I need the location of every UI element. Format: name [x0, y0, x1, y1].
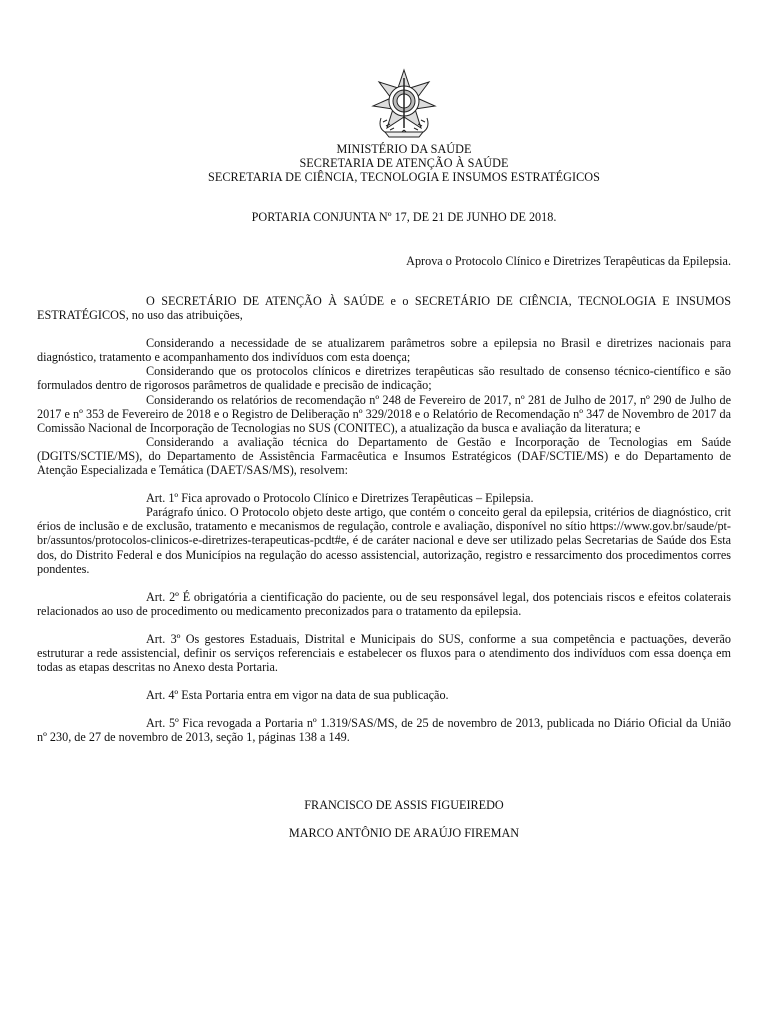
preamble: O SECRETÁRIO DE ATENÇÃO À SAÚDE e o SECRETÁRIO DE CIÊNCIA, TECNOLOGIA E INSUMOS ESTRATÉGICOS, no uso das atribuições, — [37, 294, 731, 323]
article-2: Art. 2º É obrigatória a cientificação do paciente, ou de seu responsável legal, dos potenciais riscos e efeitos colaterais relacionados ao uso de procedimento ou medicamento preconizados para o tratamento da epilepsia. — [37, 589, 731, 618]
considerando-2: Considerando que os protocolos clínicos e diretrizes terapêuticas são resultado de consenso técnico-científico e são formulados dentro de rigorosos parâmetros de qualidade e precisão de indicação; — [37, 364, 731, 393]
document-header — [0, 142, 768, 184]
header-secretariat-health: SECRETARIA DE ATENÇÃO À SAÚDE — [299, 156, 509, 170]
article-3: Art. 3º Os gestores Estaduais, Distrital e Municipais do SUS, conforme a sua competência e pactuações, deverão estruturar a rede assistencial, definir os serviços referenciais e estabelecer os fluxos para o atendimento dos indivíduos com essa doença em todas as etapas descritas no Anexo desta Portaria. — [37, 631, 731, 675]
article-1: Art. 1º Fica aprovado o Protocolo Clínico e Diretrizes Terapêuticas – Epilepsia. — [146, 491, 534, 506]
document-summary: Aprova o Protocolo Clínico e Diretrizes Terapêuticas da Epilepsia. — [406, 254, 731, 268]
article-4: Art. 4º Esta Portaria entra em vigor na data de sua publicação. — [146, 688, 449, 703]
signature-2: MARCO ANTÔNIO DE ARAÚJO FIREMAN — [288, 826, 520, 840]
header-secretariat-science: SECRETARIA DE CIÊNCIA, TECNOLOGIA E INSUMOS ESTRATÉGICOS — [208, 170, 600, 184]
header-ministry: MINISTÉRIO DA SAÚDE — [336, 142, 472, 156]
coat-of-arms-icon — [369, 68, 439, 138]
article-5: Art. 5º Fica revogada a Portaria nº 1.319/SAS/MS, de 25 de novembro de 2013, publicada no Diário Oficial da União nº 230, de 27 de novembro de 2013, seção 1, páginas 138 a 149. — [37, 716, 731, 745]
signature-1: FRANCISCO DE ASSIS FIGUEIREDO — [304, 798, 504, 812]
document-title: PORTARIA CONJUNTA Nº 17, DE 21 DE JUNHO DE 2018. — [251, 210, 557, 224]
considerando-3: Considerando os relatórios de recomendação nº 248 de Fevereiro de 2017, nº 281 de Julho de 2017, nº 290 de Julho de 2017 e nº 353 de Fevereiro de 2018 e o Registro de Deliberação nº 329/2018 e o Relatório de Recomendação nº 347 de Novembro de 2017 da Comissão Nacional de Incorporação de Tecnologias no SUS (CONITEC), a atualização da busca e avaliação da literatura; e — [37, 392, 731, 435]
document-body — [37, 294, 731, 744]
considerando-4: Considerando a avaliação técnica do Departamento de Gestão e Incorporação de Tecnologias em Saúde (DGITS/SCTIE/MS), do Departamento de Assistência Farmacêutica e Insumos Estratégicos (DAF/SCTIE/MS) e do Departamento de Atenção Especializada e Temática (DAET/SAS/MS), resolvem: — [37, 434, 731, 478]
paragraph-unique: Parágrafo único. O Protocolo objeto deste artigo, que contém o conceito geral da epilepsia, critérios de diagnóstico, critérios de inclusão e de exclusão, tratamento e mecanismos de regulação, controle e avaliação, disponível no sítio https://www.gov.br/saude/pt-br/assuntos/protocolos-clinicos-e-diretrizes-terapeuticas-pcdt#e, é de caráter nacional e deve ser utilizado pelas Secretarias de Saúde dos Estados, do Distrito Federal e dos Municípios na regulação do acesso assistencial, autorização, registro e ressarcimento dos procedimentos correspondentes. — [37, 505, 731, 576]
considerando-1: Considerando a necessidade de se atualizarem parâmetros sobre a epilepsia no Brasil e diretrizes nacionais para diagnóstico, tratamento e acompanhamento dos indivíduos com esta doença; — [37, 336, 731, 365]
